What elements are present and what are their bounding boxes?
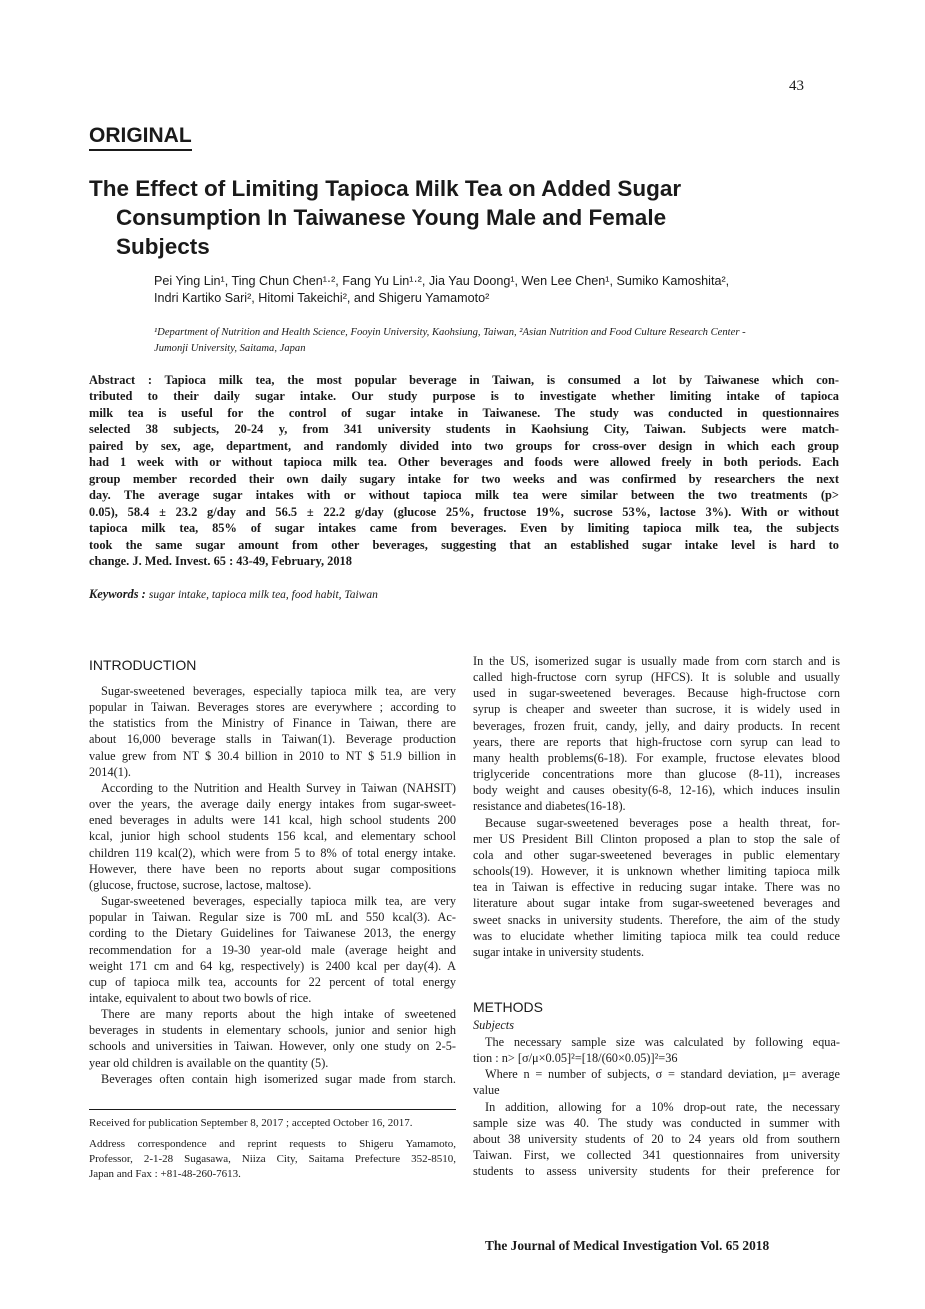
body-line: However, there have been no reports about sugar compositions [89, 861, 456, 876]
body-line: triglyceride concentrations more than glucose (8-11), increases [473, 767, 840, 782]
abstract-line: tapioca milk tea, 85% of sugar intakes came from beverages. Even by limiting tapioca milk tea, the subjects [89, 521, 839, 536]
footnote [89, 1109, 456, 1182]
body-line: value grew from NT $ 30.4 billion in 2010 to NT $ 51.9 billion in [89, 748, 456, 763]
footnote-address-line: Address correspondence and reprint requests to Shigeru Yamamoto, [89, 1138, 456, 1150]
title-line: Subjects [116, 234, 210, 259]
abstract-line: day. The average sugar intakes with or without tapioca milk tea were similar between the two treatments (p> [89, 488, 839, 503]
body-line: tea in Taiwan is effective in reducing sugar intake. There was no [473, 880, 840, 895]
body-line: was to elucidate whether limiting tapioca milk tea could reduce [473, 928, 840, 943]
abstract-line: change. J. Med. Invest. 65 : 43-49, February, 2018 [89, 553, 352, 568]
affiliation-line: ¹Department of Nutrition and Health Science, Fooyin University, Kaohsiung, Taiwan, ²Asian Nutrition and Food Culture Research Center - [154, 327, 746, 338]
body-line: value [473, 1083, 500, 1098]
methods-heading: METHODS [473, 998, 543, 1015]
body-line: syrup is cheaper and sweeter than sucrose, it is widely used in [473, 702, 840, 717]
body-line: schools and universities in Taiwan. However, only one study on 2-5- [89, 1039, 456, 1054]
body-line: Taiwan. First, we collected 341 questionnaires from university [473, 1148, 840, 1163]
body-line: popular in Taiwan. Beverages stores are everywhere ; according to [89, 700, 456, 715]
body-line: popular in Taiwan. Regular size is 700 mL and 550 kcal(3). Ac- [89, 910, 456, 925]
body-line: the statistics from the Ministry of Finance in Taiwan, there are [89, 716, 456, 731]
affiliation-line: Jumonji University, Saitama, Japan [154, 343, 306, 354]
footnote-address-line: Japan and Fax : +81-48-260-7613. [89, 1168, 241, 1180]
body-line: Where n = number of subjects, σ = standard deviation, μ= average [485, 1067, 840, 1082]
body-line: cup of tapioca milk tea, accounts for 22 percent of total energy [89, 974, 456, 989]
body-line: weight 171 cm and 64 kg, respectively) is 2400 kcal per day(4). A [89, 958, 456, 973]
abstract-line: milk tea is useful for the control of sugar intake in Taiwanese. The study was conducted in questionnaires [89, 405, 839, 420]
body-line: body weight and causes obesity(6-8, 12-16), which induces insulin [473, 783, 840, 798]
author-line: Pei Ying Lin¹, Ting Chun Chen¹·², Fang Yu Lin¹·², Jia Yau Doong¹, Wen Lee Chen¹, Sumiko Kamoshita², [154, 274, 730, 288]
body-line: Beverages often contain high isomerized sugar made from starch. [101, 1071, 456, 1086]
author-list [154, 273, 834, 307]
abstract-line: had 1 week with or without tapioca milk tea. Other beverages and foods were allowed freely in both periods. Each [89, 455, 839, 470]
introduction-heading: INTRODUCTION [89, 657, 197, 673]
body-line: There are many reports about the high intake of sweetened [101, 1007, 456, 1022]
body-line: The necessary sample size was calculated by following equa- [485, 1034, 840, 1049]
body-line: beverages in students in elementary schools, junior and senior high [89, 1023, 456, 1038]
body-line: students to assess university students for their preference for [473, 1164, 840, 1179]
abstract-line: selected 38 subjects, 20-24 y, from 341 university students in Kaohsiung City, Taiwan. Subjects were match- [89, 422, 839, 437]
body-line: mer US President Bill Clinton proposed a plan to stop the sale of [473, 831, 840, 846]
body-line: schools(19). However, it is unknown whether limiting tapioca milk [473, 864, 840, 879]
body-line: resistance and diabetes(16-18). [473, 799, 626, 814]
abstract-line: tributed to their daily sugar intake. Our study purpose is to investigate whether limiting intake of tapioca [89, 389, 839, 404]
keywords [89, 587, 378, 602]
body-line: tion : n> [σ/μ×0.05]²=[18/(60×0.05)]²=36 [473, 1051, 678, 1066]
body-line: about 38 university students of 20 to 24 years old from southern [473, 1131, 840, 1146]
left-column [89, 656, 456, 1087]
abstract-line: 0.05), 58.4 ± 23.2 g/day and 56.5 ± 22.2 g/day (glucose 25%, fructose 19%, sucrose 53%, lactose 3%). With or without [89, 504, 839, 519]
body-line: In the US, isomerized sugar is usually made from corn starch and is [473, 654, 840, 668]
journal-footer: The Journal of Medical Investigation Vol. 65 2018 [485, 1238, 770, 1253]
body-line: kcal, junior high school students 156 kcal, and elementary school [89, 829, 456, 844]
abstract [89, 372, 839, 569]
body-line: Sugar-sweetened beverages, especially tapioca milk tea, are very [101, 894, 456, 909]
body-line: According to the Nutrition and Health Survey in Taiwan (NAHSIT) [101, 780, 456, 795]
body-line: intake, equivalent to about two bowls of rice. [89, 990, 312, 1005]
body-line: cola and other sugar-sweetened beverages in public elementary [473, 847, 840, 862]
footnote-received: Received for publication September 8, 2017 ; accepted October 16, 2017. [89, 1117, 413, 1129]
abstract-line: group member recorded their own daily sugary intake for two weeks and was confirmed by researchers the next [89, 471, 839, 486]
body-line: In addition, allowing for a 10% drop-out rate, the necessary [485, 1099, 840, 1114]
title-line: Consumption In Taiwanese Young Male and Female [116, 205, 667, 230]
keywords-text: sugar intake, tapioca milk tea, food habit, Taiwan [148, 589, 378, 601]
title-line: The Effect of Limiting Tapioca Milk Tea on Added Sugar [89, 176, 682, 201]
section-label: ORIGINAL [89, 124, 192, 151]
right-column [473, 653, 840, 1179]
author-line: Indri Kartiko Sari², Hitomi Takeichi², and Shigeru Yamamoto² [154, 291, 490, 305]
body-line: (glucose, fructose, sucrose, lactose, maltose). [89, 877, 312, 892]
keywords-label: Keywords : [89, 587, 146, 601]
body-line: Because sugar-sweetened beverages pose a health threat, for- [485, 815, 840, 830]
affiliations [154, 325, 844, 357]
footnote-address-line: Professor, 2-1-28 Sugasawa, Niiza City, Saitama Prefecture 352-8510, [89, 1153, 456, 1165]
body-line: year old children is available on the quantity (5). [89, 1055, 329, 1070]
article-title [89, 174, 809, 261]
subjects-subheading: Subjects [473, 1017, 514, 1032]
body-line: sweet snacks in university students. Therefore, the aim of the study [473, 912, 840, 927]
abstract-line: took the same sugar amount from other beverages, suggesting that an established sugar intake level is hard to [89, 537, 839, 552]
body-line: many health problems(6-18). For example, fructose elevates blood [473, 750, 840, 765]
body-line: called high-fructose corn syrup (HFCS). It is soluble and usually [473, 670, 840, 685]
body-line: over the years, the average daily energy intakes from sugar-sweet- [89, 797, 456, 812]
body-line: sugar intake in university students. [473, 944, 645, 959]
body-line: children 119 kcal(2), which were from 5 to 8% of total energy intake. [89, 845, 456, 860]
body-line: recommendation for a 19-30 year-old male (average height and [89, 942, 456, 957]
abstract-line: Abstract : Tapioca milk tea, the most popular beverage in Taiwan, is consumed a lot by Taiwanese which con- [89, 373, 839, 387]
body-line: ened beverages in adults were 141 kcal, high school students 200 [89, 813, 456, 828]
page-number: 43 [789, 78, 804, 94]
abstract-line: paired by sex, age, department, and randomly divided into two groups for cross-over design in which each group [89, 438, 839, 453]
body-line: beverages, frozen fruit, candy, jelly, and dairy products. In recent [473, 718, 840, 733]
body-line: Sugar-sweetened beverages, especially tapioca milk tea, are very [101, 684, 456, 698]
body-line: used in sugar-sweetened beverages. Because high-fructose corn [473, 686, 840, 701]
body-line: years, there are reports that high-fructose corn syrup can lead to [473, 734, 840, 749]
body-line: 2014(1). [89, 764, 132, 779]
body-line: sample size was 40. The study was conducted in summer with [473, 1115, 840, 1130]
body-line: literature about sugar intake from sugar-sweetened beverages and [473, 896, 840, 911]
body-line: cording to the Dietary Guidelines for Taiwanese 2013, the energy [89, 926, 456, 941]
body-line: about 16,000 beverage stalls in Taiwan(1). Beverage production [89, 732, 456, 747]
